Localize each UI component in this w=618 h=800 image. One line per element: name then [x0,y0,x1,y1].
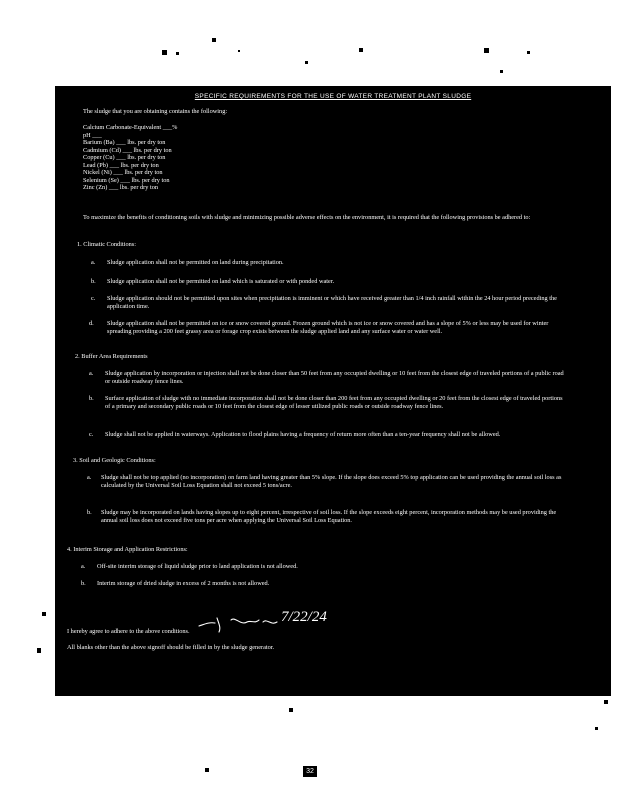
composition-item: Calcium Carbonate-Equivalent ___% [83,124,178,131]
item-label: b. [81,580,86,587]
item-text: Surface application of sludge with no immediate incorporation shall not be done closer than 200 feet from any occupied dwelling or 20 feet from the closest edge of traveled portions of a primary and secondary public roads or 10 feet from the closest edge of lesser utilized public roads or outside roadway fence lines. [105,395,563,410]
footer-note: All blanks other than the above signoff should be filled in by the sludge generator. [67,644,275,651]
intro-text: The sludge that you are obtaining contains the following: [83,108,228,115]
item-label: a. [81,563,86,570]
section-heading: 2. Buffer Area Requirements [75,353,148,360]
item-text: Sludge application shall not be permitted on ice or snow covered ground. Frozen ground which is not ice or snow covered and has a slope of 5% or less may be used for winter spreading providing a 200 feet grassy area or forage crop exists between the sludge applied land and any surface water or water well. [107,320,549,335]
handwritten-signature [197,606,357,634]
item-label: a. [87,474,92,481]
composition-item: Selenium (Se) ___ lbs. per dry ton [83,176,170,184]
item-text: Interim storage of dried sludge in excess of 2 months is not allowed. [97,580,270,587]
item-text: Sludge application should not be permitted upon sites when precipitation is imminent or which have received greater than 1/4 inch rainfall within the 24 hour period preceding the application time. [107,295,557,310]
item-label: a. [89,370,94,377]
section-heading: 4. Interim Storage and Application Restrictions: [67,546,188,553]
composition-item: Cadmium (Cd) ___ lbs. per dry ton [83,146,172,154]
item-text: Sludge application by incorporation or injection shall not be done closer than 50 feet from any occupied dwelling or 10 feet from the closest edge of traveled portions of a public road or outside roadway fence lines. [105,370,564,385]
item-label: c. [91,295,96,302]
composition-item: Zinc (Zn) ___ lbs. per dry ton [83,184,159,191]
composition-item: Lead (Pb) ___ lbs. per dry ton [83,161,159,169]
item-text: Sludge application shall not be permitted on land which is saturated or with ponded water. [107,278,335,285]
item-label: b. [91,278,96,285]
document-sheet [55,86,611,696]
document-title: SPECIFIC REQUIREMENTS FOR THE USE OF WATER TREATMENT PLANT SLUDGE [194,93,472,100]
item-label: d. [89,320,94,327]
item-text: Sludge shall not be top applied (no incorporation) on farm land having greater than 5% slope. If the slope does exceed 5% top application can be used providing the annual soil loss as calculated by the Universal Soil Loss Equation shall not exceed 5 tons/acre. [101,474,562,489]
item-text: Sludge may be incorporated on lands having slopes up to eight percent, irrespective of soil loss. If the slope exceeds eight percent, incorporation methods may be used providing the annual soil loss does not exceed five tons per acre when applying the Universal Soil Loss Equation. [101,509,557,524]
item-label: b. [87,509,92,516]
composition-item: Copper (Cu) ___ lbs. per dry ton [83,154,166,161]
item-label: b. [89,395,94,402]
purpose-paragraph: To maximize the benefits of conditioning soils with sludge and minimizing possible adverse effects on the environment, it is required that the following provisions be adhered to: [83,214,531,221]
page-number: 32 [303,766,317,777]
item-label: c. [89,431,94,438]
section-heading: 1. Climatic Conditions: [77,241,136,248]
item-text: Sludge shall not be applied in waterways. Application to flood plains having a frequency of return more often than a ten-year frequency shall not be allowed. [105,431,501,438]
sheet-tab [61,86,97,90]
section-heading: 3. Soil and Geologic Conditions: [73,457,156,464]
composition-item: Nickel (Ni) ___ lbs. per dry ton [83,169,163,176]
item-text: Off-site interim storage of liquid sludge prior to land application is not allowed. [97,563,298,570]
signature-date: 7/22/24 [281,609,327,625]
agreement-statement: I hereby agree to adhere to the above conditions. [67,628,190,635]
item-label: a. [91,259,96,266]
item-text: Sludge application shall not be permitted on land during precipitation. [107,259,284,266]
composition-item: Barium (Ba) ___ lbs. per dry ton [83,139,166,146]
composition-item: pH ___ [83,131,102,139]
